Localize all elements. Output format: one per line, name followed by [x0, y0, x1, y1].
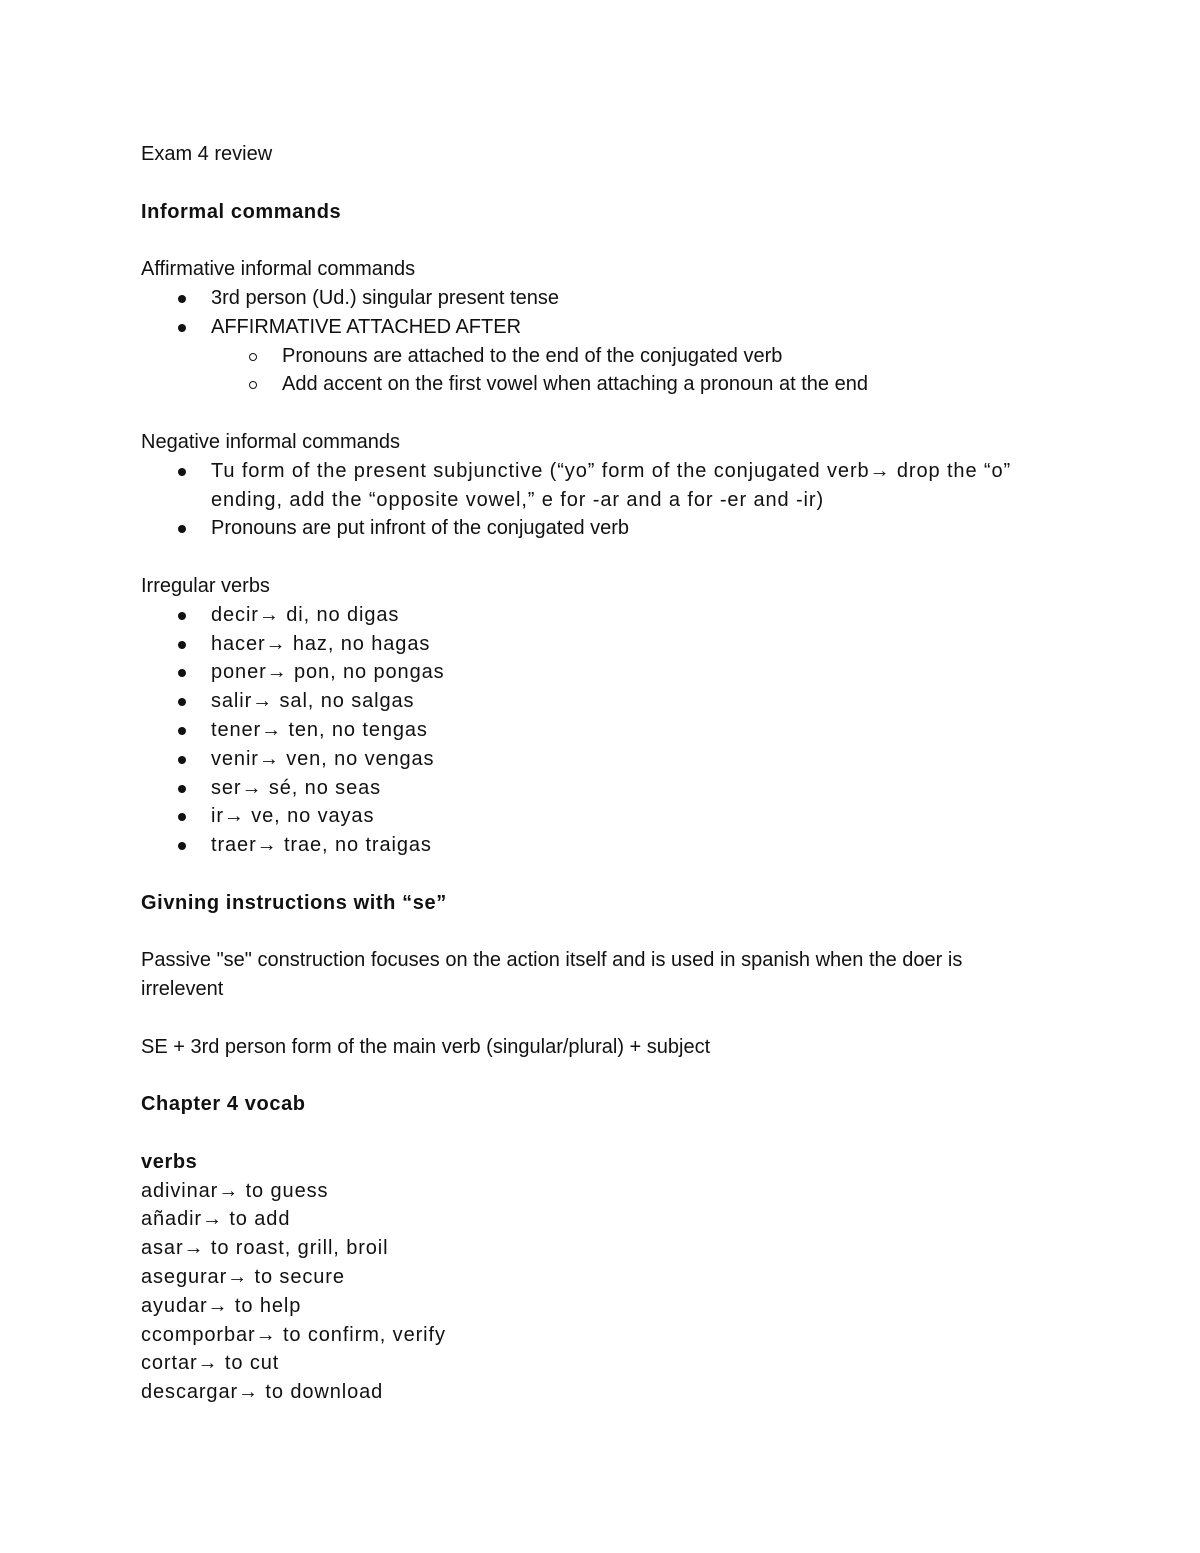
- spacer: [141, 918, 1061, 947]
- list-item: tener→ ten, no tengas: [141, 716, 1061, 745]
- document-page: [141, 140, 1061, 1407]
- vocab-item: ayudar→ to help: [141, 1294, 302, 1317]
- vocab-subheading-verbs: verbs: [141, 1150, 198, 1173]
- spacer: [141, 1119, 1061, 1148]
- vocab-item: añadir→ to add: [141, 1208, 291, 1231]
- sub-list-item: Pronouns are attached to the end of the conjugated verb: [141, 342, 1061, 371]
- list-item: ir→ ve, no vayas: [141, 802, 1061, 831]
- spacer: [141, 399, 1061, 428]
- section-heading-informal-commands: Informal commands: [141, 200, 342, 223]
- spacer: [141, 169, 1061, 198]
- irregular-verbs-label: Irregular verbs: [141, 574, 270, 597]
- vocab-item: asar→ to roast, grill, broil: [141, 1237, 389, 1260]
- spacer: [141, 226, 1061, 255]
- affirmative-commands-list: [141, 284, 1061, 399]
- list-item: hacer→ haz, no hagas: [141, 630, 1061, 659]
- list-item: Pronouns are put infront of the conjugated verb: [141, 514, 1061, 543]
- list-item: AFFIRMATIVE ATTACHED AFTER: [141, 313, 1061, 342]
- list-item: poner→ pon, no pongas: [141, 658, 1061, 687]
- list-item: decir→ di, no digas: [141, 601, 1061, 630]
- list-item: ser→ sé, no seas: [141, 774, 1061, 803]
- spacer: [141, 1004, 1061, 1033]
- affirmative-commands-label: Affirmative informal commands: [141, 258, 416, 281]
- vocab-item: asegurar→ to secure: [141, 1266, 345, 1289]
- section-heading-chapter-vocab: Chapter 4 vocab: [141, 1093, 306, 1116]
- negative-commands-label: Negative informal commands: [141, 430, 400, 453]
- spacer: [141, 1062, 1061, 1091]
- vocab-item: cortar→ to cut: [141, 1352, 280, 1375]
- spacer: [141, 860, 1061, 889]
- vocab-item: ccomporbar→ to confirm, verify: [141, 1323, 446, 1346]
- sub-list-item: Add accent on the first vowel when attaching a pronoun at the end: [141, 370, 1061, 399]
- list-item: traer→ trae, no traigas: [141, 831, 1061, 860]
- se-formula: SE + 3rd person form of the main verb (singular/plural) + subject: [141, 1035, 711, 1058]
- document-title: Exam 4 review: [141, 143, 273, 165]
- spacer: [141, 543, 1061, 572]
- vocab-list: [141, 1177, 1061, 1407]
- vocab-item: adivinar→ to guess: [141, 1179, 329, 1202]
- vocab-item: descargar→ to download: [141, 1381, 384, 1404]
- list-item: venir→ ven, no vengas: [141, 745, 1061, 774]
- list-item: Tu form of the present subjunctive (“yo” form of the conjugated verb→ drop the “o” ending, add the “opposite vowel,” e for -ar and a for -er and -ir): [141, 457, 1041, 515]
- list-item: 3rd person (Ud.) singular present tense: [141, 284, 1061, 313]
- section-heading-se-instructions: Givning instructions with “se”: [141, 891, 447, 914]
- irregular-verbs-list: [141, 601, 1061, 860]
- list-item: salir→ sal, no salgas: [141, 687, 1061, 716]
- negative-commands-list: [141, 457, 1061, 543]
- passive-se-paragraph: Passive "se" construction focuses on the action itself and is used in spanish when the doer is irrelevent: [141, 949, 963, 1001]
